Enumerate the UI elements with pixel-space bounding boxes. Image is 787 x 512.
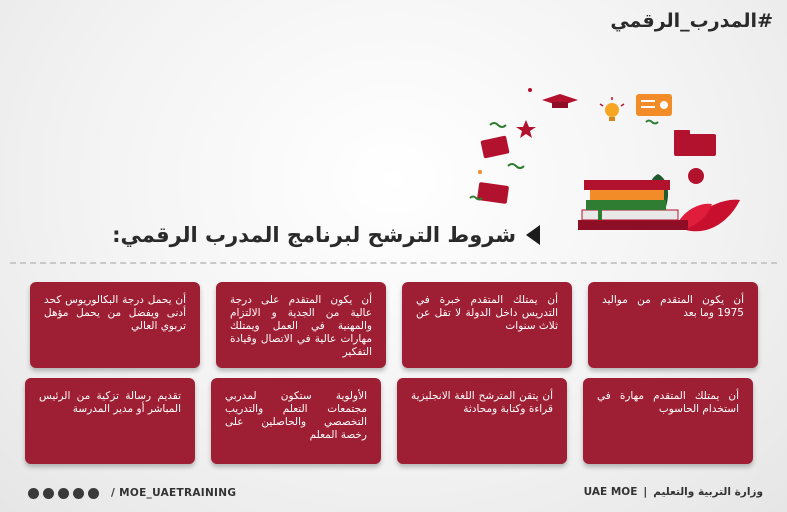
arrow-left-icon [526, 225, 540, 245]
condition-text: أن يكون المتقدم من مواليد 1975 وما بعد [602, 294, 744, 319]
book-stack-icon [578, 180, 688, 230]
brand-ar: وزارة التربية والتعليم [653, 486, 763, 498]
divider [10, 262, 777, 264]
social-links [28, 487, 236, 499]
ministry-brand [584, 486, 763, 498]
brand-separator: | [643, 486, 648, 498]
snapchat-icon[interactable] [88, 488, 99, 499]
star-icon [516, 120, 536, 138]
condition-card [30, 282, 200, 368]
book-icon [480, 135, 509, 158]
folder-icon [674, 130, 716, 156]
hashtag: #المدرب_الرقمي [610, 10, 773, 32]
condition-text: أن يمتلك المتقدم خبرة في التدريس داخل الدولة لا تقل عن ثلاث سنوات [416, 294, 558, 332]
condition-text: أن يحمل درجة البكالوريوس كحد أدنى ويفضل من يحمل مؤهل تربوي العالي [44, 294, 186, 332]
graduation-cap-icon [542, 94, 578, 108]
condition-card [25, 378, 195, 464]
telegram-icon[interactable] [58, 488, 69, 499]
condition-card [211, 378, 381, 464]
youtube-icon[interactable] [73, 488, 84, 499]
condition-card [588, 282, 758, 368]
condition-card [216, 282, 386, 368]
condition-text: أن يتقن المترشح اللغة الانجليزية قراءة وكتابة ومحادثة [411, 390, 553, 415]
lightbulb-icon [600, 97, 624, 121]
instagram-icon[interactable] [43, 488, 54, 499]
section-title: شروط الترشح لبرنامج المدرب الرقمي: [112, 223, 516, 247]
condition-card [402, 282, 572, 368]
condition-text: أن يمتلك المتقدم مهارة في استخدام الحاسوب [597, 390, 739, 415]
id-card-icon [636, 94, 672, 116]
condition-card [397, 378, 567, 464]
condition-text: الأولوية ستكون لمدربي مجتمعات التعلم والتدريب التخصصي والحاصلين على رخصة المعلم [225, 390, 367, 441]
twitter-icon[interactable] [28, 488, 39, 499]
apple-icon [688, 168, 704, 184]
social-handle[interactable]: / MOE_UAETRAINING [111, 487, 237, 499]
condition-text: أن يكون المتقدم على درجة عالية من الجدية و الالتزام والمهنية في العمل ويمتلك مهارات عالية في الاتصال وقيادة التفكير [230, 294, 372, 358]
condition-text: تقديم رسالة تزكية من الرئيس المباشر أو مدير المدرسة [39, 390, 181, 415]
notebook-icon [477, 182, 509, 204]
condition-card [583, 378, 753, 464]
brand-en: UAE MOE [583, 486, 638, 498]
